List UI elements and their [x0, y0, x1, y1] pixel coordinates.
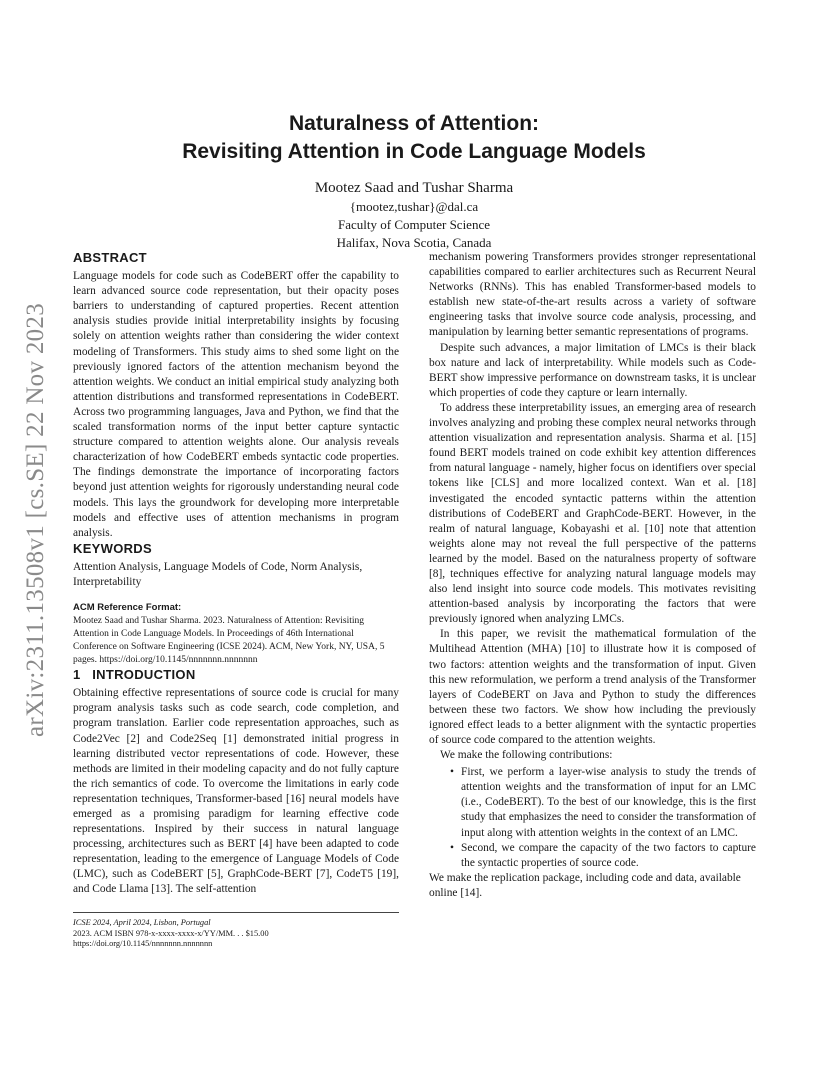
acm-reference-heading: ACM Reference Format: [73, 602, 182, 614]
contributions-list [429, 765, 756, 871]
intro-paragraph-1: Obtaining effective representations of source code is crucial for many program analysis tasks such as code search, code completion, and program translation. Earlier code representation approaches, such as Code2Vec [2] and Code2Seq [1] demonstrated initial progress in learning distributed vector representations of code. However, these methods are limited in their modeling capacity and do not fully capture the rich semantics of code. To overcome the limitations in early code representation techniques, Transformer-based [16] neural models have emerged as a promising paradigm for learning effective code representations. Inspired by their success in natural language processing, architectures such as BERT [4] have been adapted to code representation, leading to the emergence of Language Models of Code (LMC), such as CodeBERT [5], GraphCode-BERT [7], CodeT5 [19], and Code Llama [13]. The self-attention [73, 687, 399, 896]
keywords-heading: KEYWORDS [73, 540, 152, 556]
title-line-1: Naturalness of Attention: [288, 112, 540, 135]
contribution-item-2: • Second, we compare the capacity of the two factors to capture the syntactic properties of source code. [461, 841, 756, 871]
abstract-heading: ABSTRACT [73, 250, 147, 265]
intro-paragraph-1-continued: mechanism powering Transformers provides stronger representational capabilities compared to earlier architectures such as Recurrent Neural Networks (RNNs). This has enabled Transformer-based models to establish new state-of-the-art results across a variety of software engineering tasks that involve source code analysis, processing, and manipulation by learning better semantic representations of programs. [429, 251, 756, 339]
intro-paragraph-2: Despite such advances, a major limitation of LMCs is their black box nature and lack of interpretability. While models such as Code-BERT show impressive performance on downstream tasks, it is unclear which properties of code they capture or learn internally. [429, 341, 756, 399]
abstract-text: Language models for code such as CodeBERT offer the capability to learn advanced source code representation, but their opacity poses barriers to understanding of captured properties. Recent attention analysis studies provide initial interpretability insights by focusing solely on attention weights rather than considering the wider context modeling of Transformers. This study aims to shed some light on the previously ignored factors of the attention mechanism beyond the attention weights. We conduct an initial empirical study analyzing both attention distributions and transformed representations in CodeBERT. Across two programming languages, Java and Python, we find that the scaled transformation norms of the input better capture syntactic structure compared to attention weights alone. Our analysis reveals characterization of how CodeBERT embeds syntactic code properties. The findings demonstrate the importance of incorporating factors beyond just attention weights for rigorously understanding neural code models. This lays the groundwork for developing more interpretable models and effective uses of attention mechanisms in program analysis. [73, 270, 399, 539]
contributions-lead: We make the following contributions: [440, 749, 613, 762]
title-line-2: Revisiting Attention in Code Language Models [182, 140, 646, 163]
left-column [73, 250, 399, 898]
author-department: Faculty of Computer Science [338, 217, 490, 232]
footnote-block [73, 912, 399, 950]
paper-title [0, 110, 828, 166]
replication-note: We make the replication package, including code and data, available online [14]. [429, 871, 741, 899]
title-block [0, 110, 828, 252]
contribution-item-1: • First, we perform a layer-wise analysis to study the trends of attention weights and the transformation of input for an LMC (i.e., CodeBERT). To the best of our knowledge, this is the first study that emphasizes the need to consider the transformation of input along with attention weights in the context of an LMC. [461, 765, 756, 840]
acm-reference-text: Mootez Saad and Tushar Sharma. 2023. Naturalness of Attention: Revisiting Attention in Code Language Models. In Proceedings of 46th International Conference on Software Engineering (ICSE 2024). ACM, New York, NY, USA, 5 pages. https://doi.org/10.1145/nnnnnnn.nnnnnnn [73, 616, 385, 666]
doi-link[interactable]: https://doi.org/10.1145/nnnnnnn.nnnnnnn [73, 939, 213, 948]
conference-info: ICSE 2024, April 2024, Lisbon, Portugal [73, 918, 211, 927]
isbn-info: 2023. ACM ISBN 978-x-xxxx-xxxx-x/YY/MM. . . $15.00 [73, 928, 269, 938]
authors: Mootez Saad and Tushar Sharma [314, 180, 514, 196]
keywords-text: Attention Analysis, Language Models of Code, Norm Analysis, Interpretability [73, 560, 363, 588]
right-column [429, 250, 756, 901]
author-email: {mootez,tushar}@dal.ca [349, 199, 479, 214]
intro-paragraph-4: In this paper, we revisit the mathematical formulation of the Multihead Attention (MHA) [10] to illustrate how it is composed of two factors: attention weights and the transformation of input. Given this new reformulation, we perform a trend analysis of the Transformer layers of CodeBERT on Java and Python to study the differences between these two factors. We show how including the previously ignored effect leads to a better alignment with the syntactic properties of source code compared to the attention weights. [429, 628, 756, 746]
author-location: Halifax, Nova Scotia, Canada [336, 235, 492, 250]
intro-paragraph-3: To address these interpretability issues, an emerging area of research involves analyzing and probing these complex neural networks through attention visualization and representation analysis. Sharma et al. [15] found BERT models trained on code exhibit key attention differences from natural language - namely, higher focus on identifiers over special tokens like [CLS] and more localized context. Wan et al. [18] investigated the encoded syntactic patterns within the attention distributions of CodeBERT and GraphCode-BERT. However, in the realm of natural language, Kobayashi et al. [10] note that attention weights alone may not reveal the full perspective of the patterns learned by the model. Based on the naturalness property of software [8], techniques effective for analyzing natural language models may also lend insight into source code models. This motivates revisiting attention-based analysis by incorporating the factors that were previously ignored when analyzing LMCs. [429, 401, 756, 626]
arxiv-side-stamp [16, 280, 56, 760]
arxiv-identifier: arXiv:2311.13508v1 [cs.SE] 22 Nov 2023 [22, 302, 49, 738]
introduction-heading: 1 INTRODUCTION [73, 667, 196, 683]
